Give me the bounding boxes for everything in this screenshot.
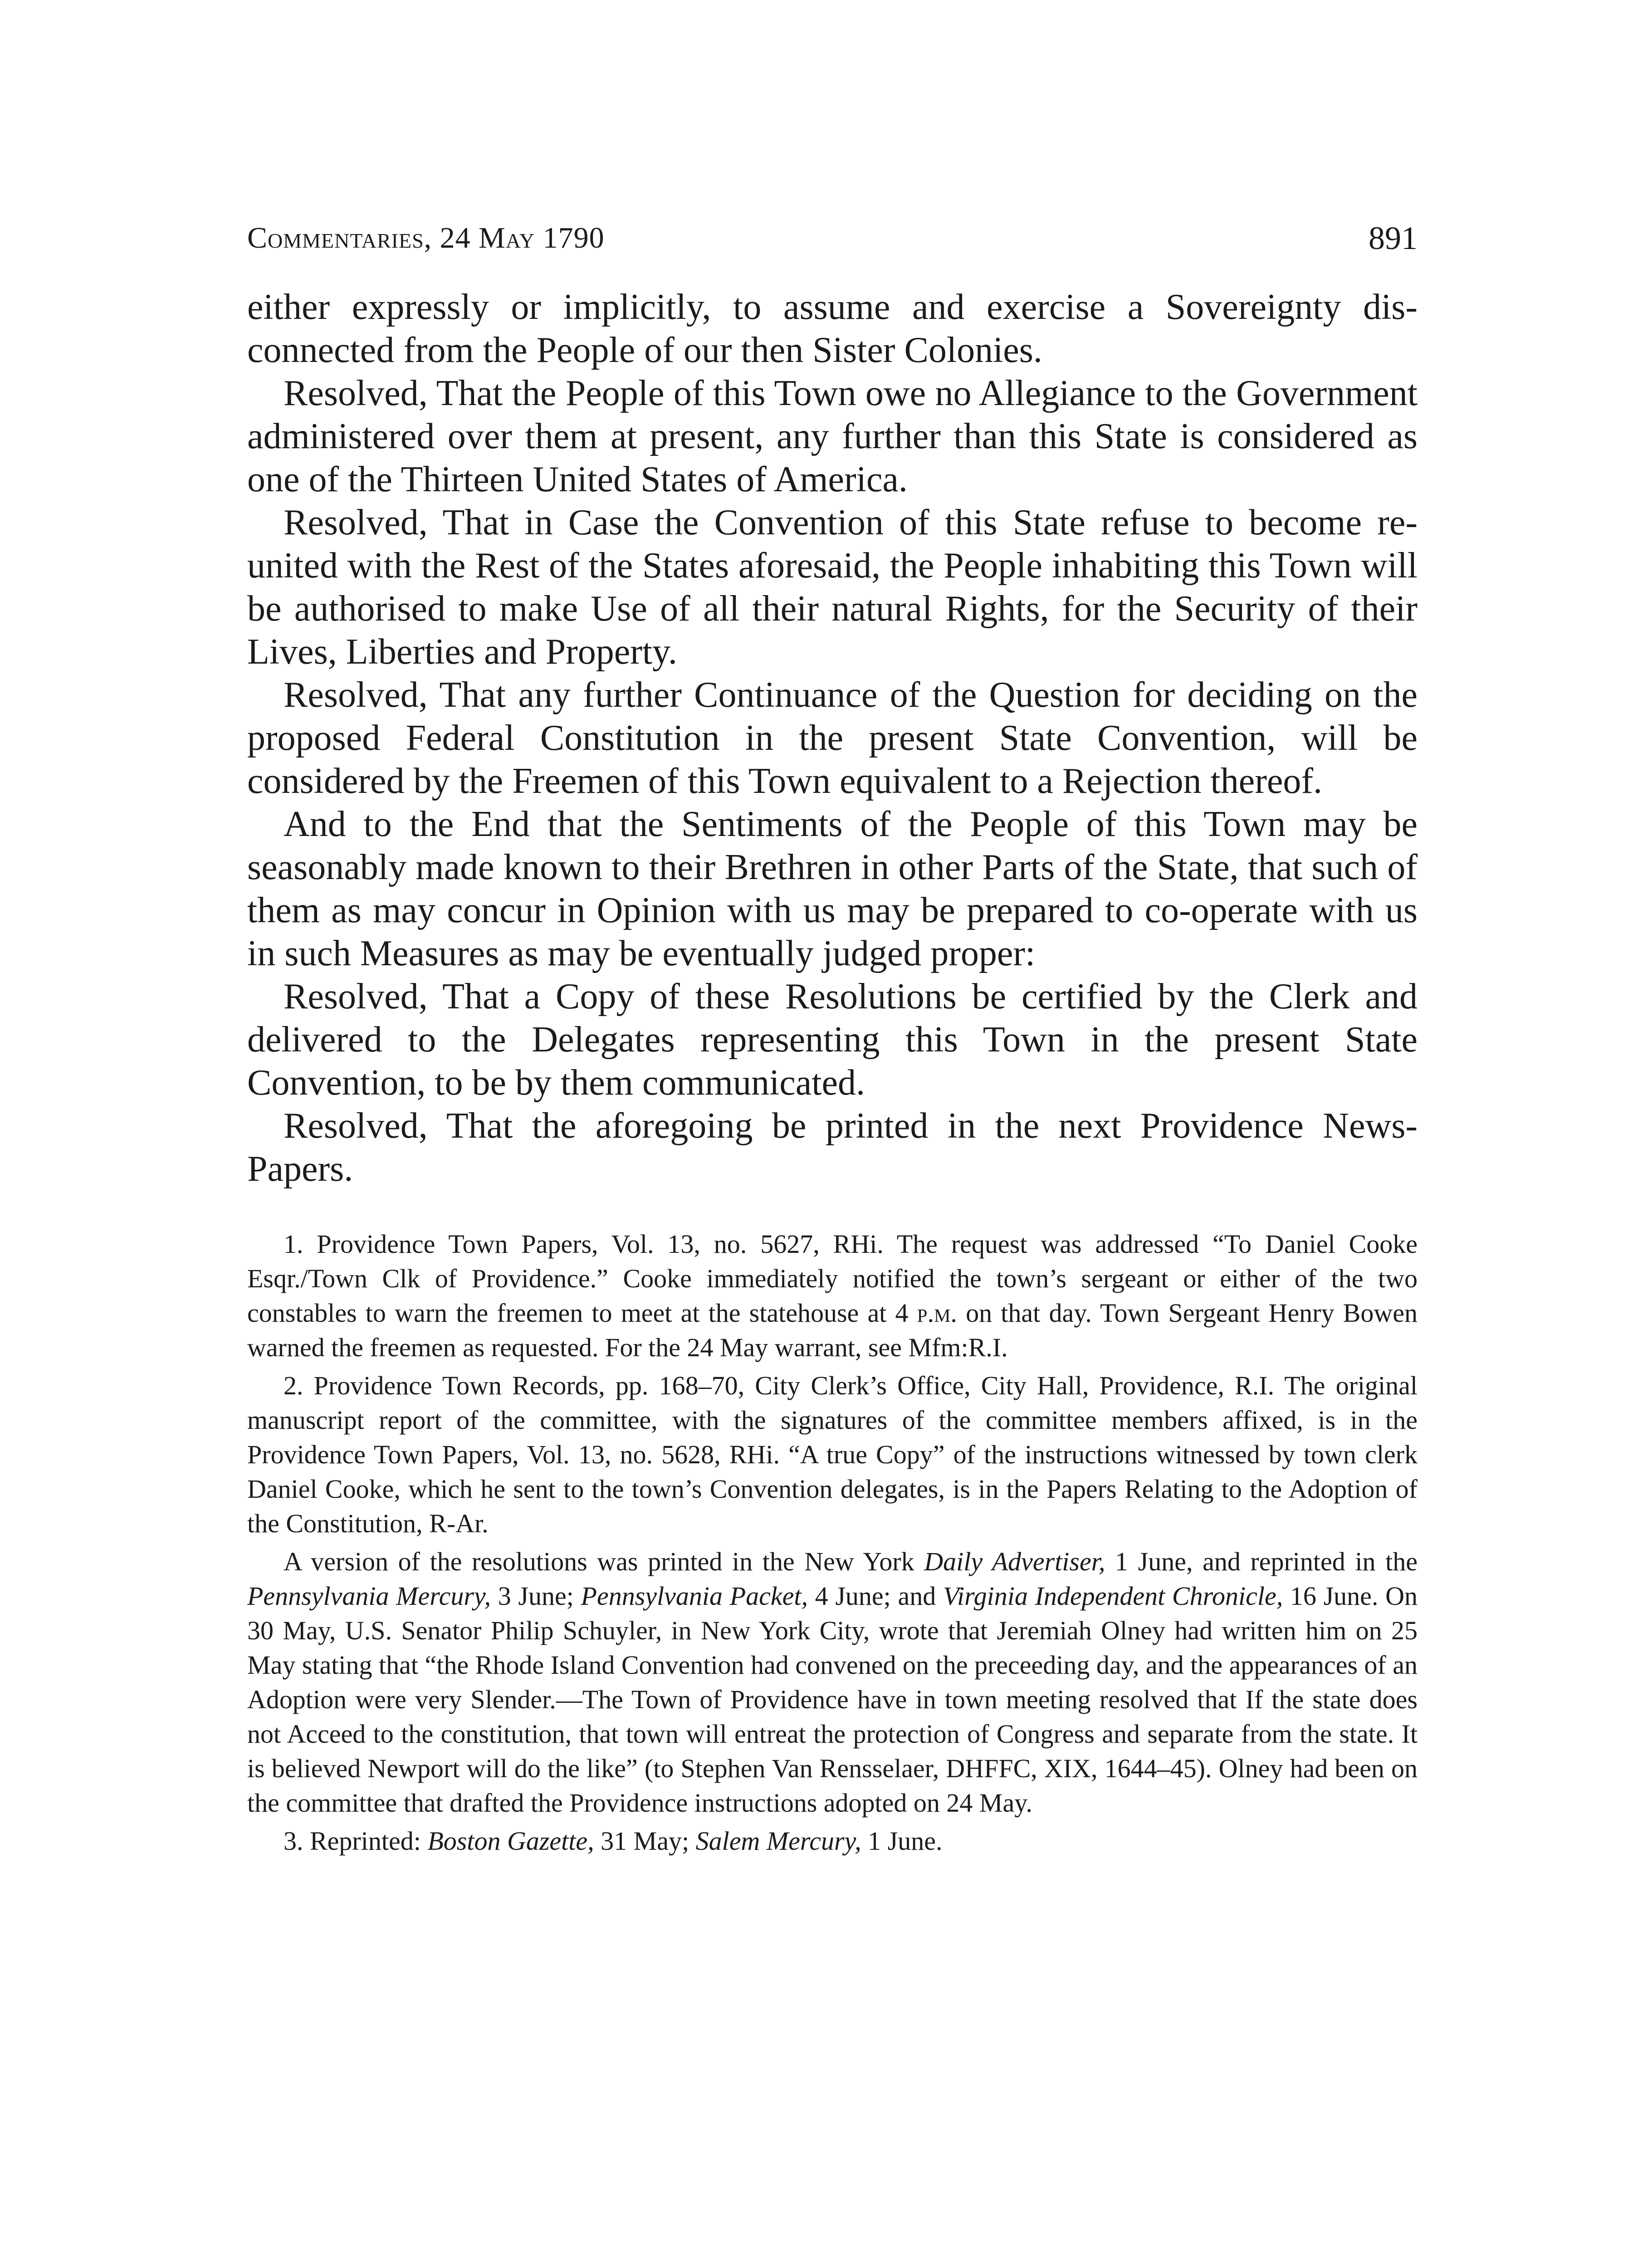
footnote-text: A version of the resolutions was printed in the New York [284, 1547, 924, 1576]
resolution-natural-rights: Resolved, That in Case the Convention of this State refuse to become re-united with the Rest of the States aforesaid, the People inhabiting this Town will be authorised to make Use of all their natural Rights, for the Security of their Lives, Liberties and Property. [247, 503, 1418, 672]
footnote-text: 1 June. [861, 1826, 943, 1856]
footnote-2: 2. Providence Town Records, pp. 168–70, City Clerk’s Office, City Hall, Providence, R.I. The original manuscript report of the committee, with the signatures of the committee members affixed, is in the Providence Town Papers, Vol. 13, no. 5628, RHi. “A true Copy” of the instructions witnessed by town clerk Daniel Cooke, which he sent to the town’s Convention delegates, is in the Papers Relating to the Adoption of the Constitution, R-Ar. [247, 1371, 1418, 1538]
footnote-text: 4 June; and [807, 1581, 943, 1611]
resolution-rejection: Resolved, That any further Continuance of the Question for deciding on the proposed Federal Constitution in the present State Convention, will be considered by the Freemen of this Town equivalent to a Rejection thereof. [247, 675, 1418, 801]
main-text [247, 286, 1418, 1191]
newspaper-title: Pennsylvania Mercury, [247, 1581, 491, 1611]
running-title: Commentaries, 24 May 1790 [247, 221, 605, 254]
resolution-printed: Resolved, That the aforegoing be printed in the next Providence News-Papers. [247, 1106, 1418, 1189]
footnote-text: 3 June; [491, 1581, 581, 1611]
footnotes [247, 1227, 1418, 1858]
page-number: 891 [1369, 220, 1418, 256]
newspaper-title: Salem Mercury, [695, 1826, 861, 1856]
running-head [247, 213, 1418, 263]
newspaper-title: Boston Gazette, [427, 1826, 594, 1856]
paragraph-sentiments: And to the End that the Sentiments of the People of this Town may be seasonably made known to their Brethren in other Parts of the State, that such of them as may concur in Opinion with us may be prepared to co-operate with us in such Measures as may be eventually judged proper: [247, 804, 1418, 973]
footnote-text: 16 June. On 30 May, U.S. Senator Philip Schuyler, in New York City, wrote that Jeremiah Olney had written him on 25 May stating that “the Rhode Island Convention had convened on the preceeding day, and the appearances of an Adoption were very Slender.—The Town of Providence have in town meeting resolved that If the state does not Acceed to the constitution, that town will entreat the protection of Congress and separate from the state. It is believed Newport will do the like” (to Stephen Van Rensselaer, DHFFC, XIX, 1644–45). Olney had been on the committee that drafted the Providence instructions adopted on 24 May. [247, 1581, 1418, 1818]
footnote-1-pm: p.m. [917, 1298, 957, 1328]
newspaper-title: Pennsylvania Packet, [581, 1581, 808, 1611]
footnote-1-text-b: on that day. Town Sergeant Henry Bowen warned the freemen as requested. For the 24 May warrant, see Mfm:R.I. [247, 1298, 1418, 1362]
resolution-allegiance: Resolved, That the People of this Town owe no Allegiance to the Government administered over them at present, any further than this State is considered as one of the Thirteen United States of America. [247, 373, 1418, 499]
footnote-1 [247, 1227, 1418, 1365]
footnote-text: 31 May; [594, 1826, 696, 1856]
page [247, 213, 1418, 1862]
footnote-2-continued [247, 1545, 1418, 1820]
footnote-text: 1 June, and reprinted in the [1105, 1547, 1418, 1576]
newspaper-title: Daily Advertiser, [924, 1547, 1105, 1576]
footnote-1-text-a: 1. Providence Town Papers, Vol. 13, no. 5627, RHi. The request was addressed “To Daniel Cooke Esqr./Town Clk of Providence.” Cooke immediately notified the town’s sergeant or either of the two constables to warn the freemen to meet at the statehouse at 4 [247, 1229, 1418, 1328]
footnote-3 [247, 1824, 1418, 1858]
newspaper-title: Virginia Independent Chronicle, [943, 1581, 1283, 1611]
paragraph-continuation: either expressly or implicitly, to assume and exercise a Sovereignty disconnected from the People of our then Sister Colonies. [247, 287, 1418, 370]
footnote-text: 3. Reprinted: [284, 1826, 428, 1856]
resolution-copy-certified: Resolved, That a Copy of these Resolutions be certified by the Clerk and delivered to the Delegates representing this Town in the present State Convention, to be by them communicated. [247, 977, 1418, 1103]
